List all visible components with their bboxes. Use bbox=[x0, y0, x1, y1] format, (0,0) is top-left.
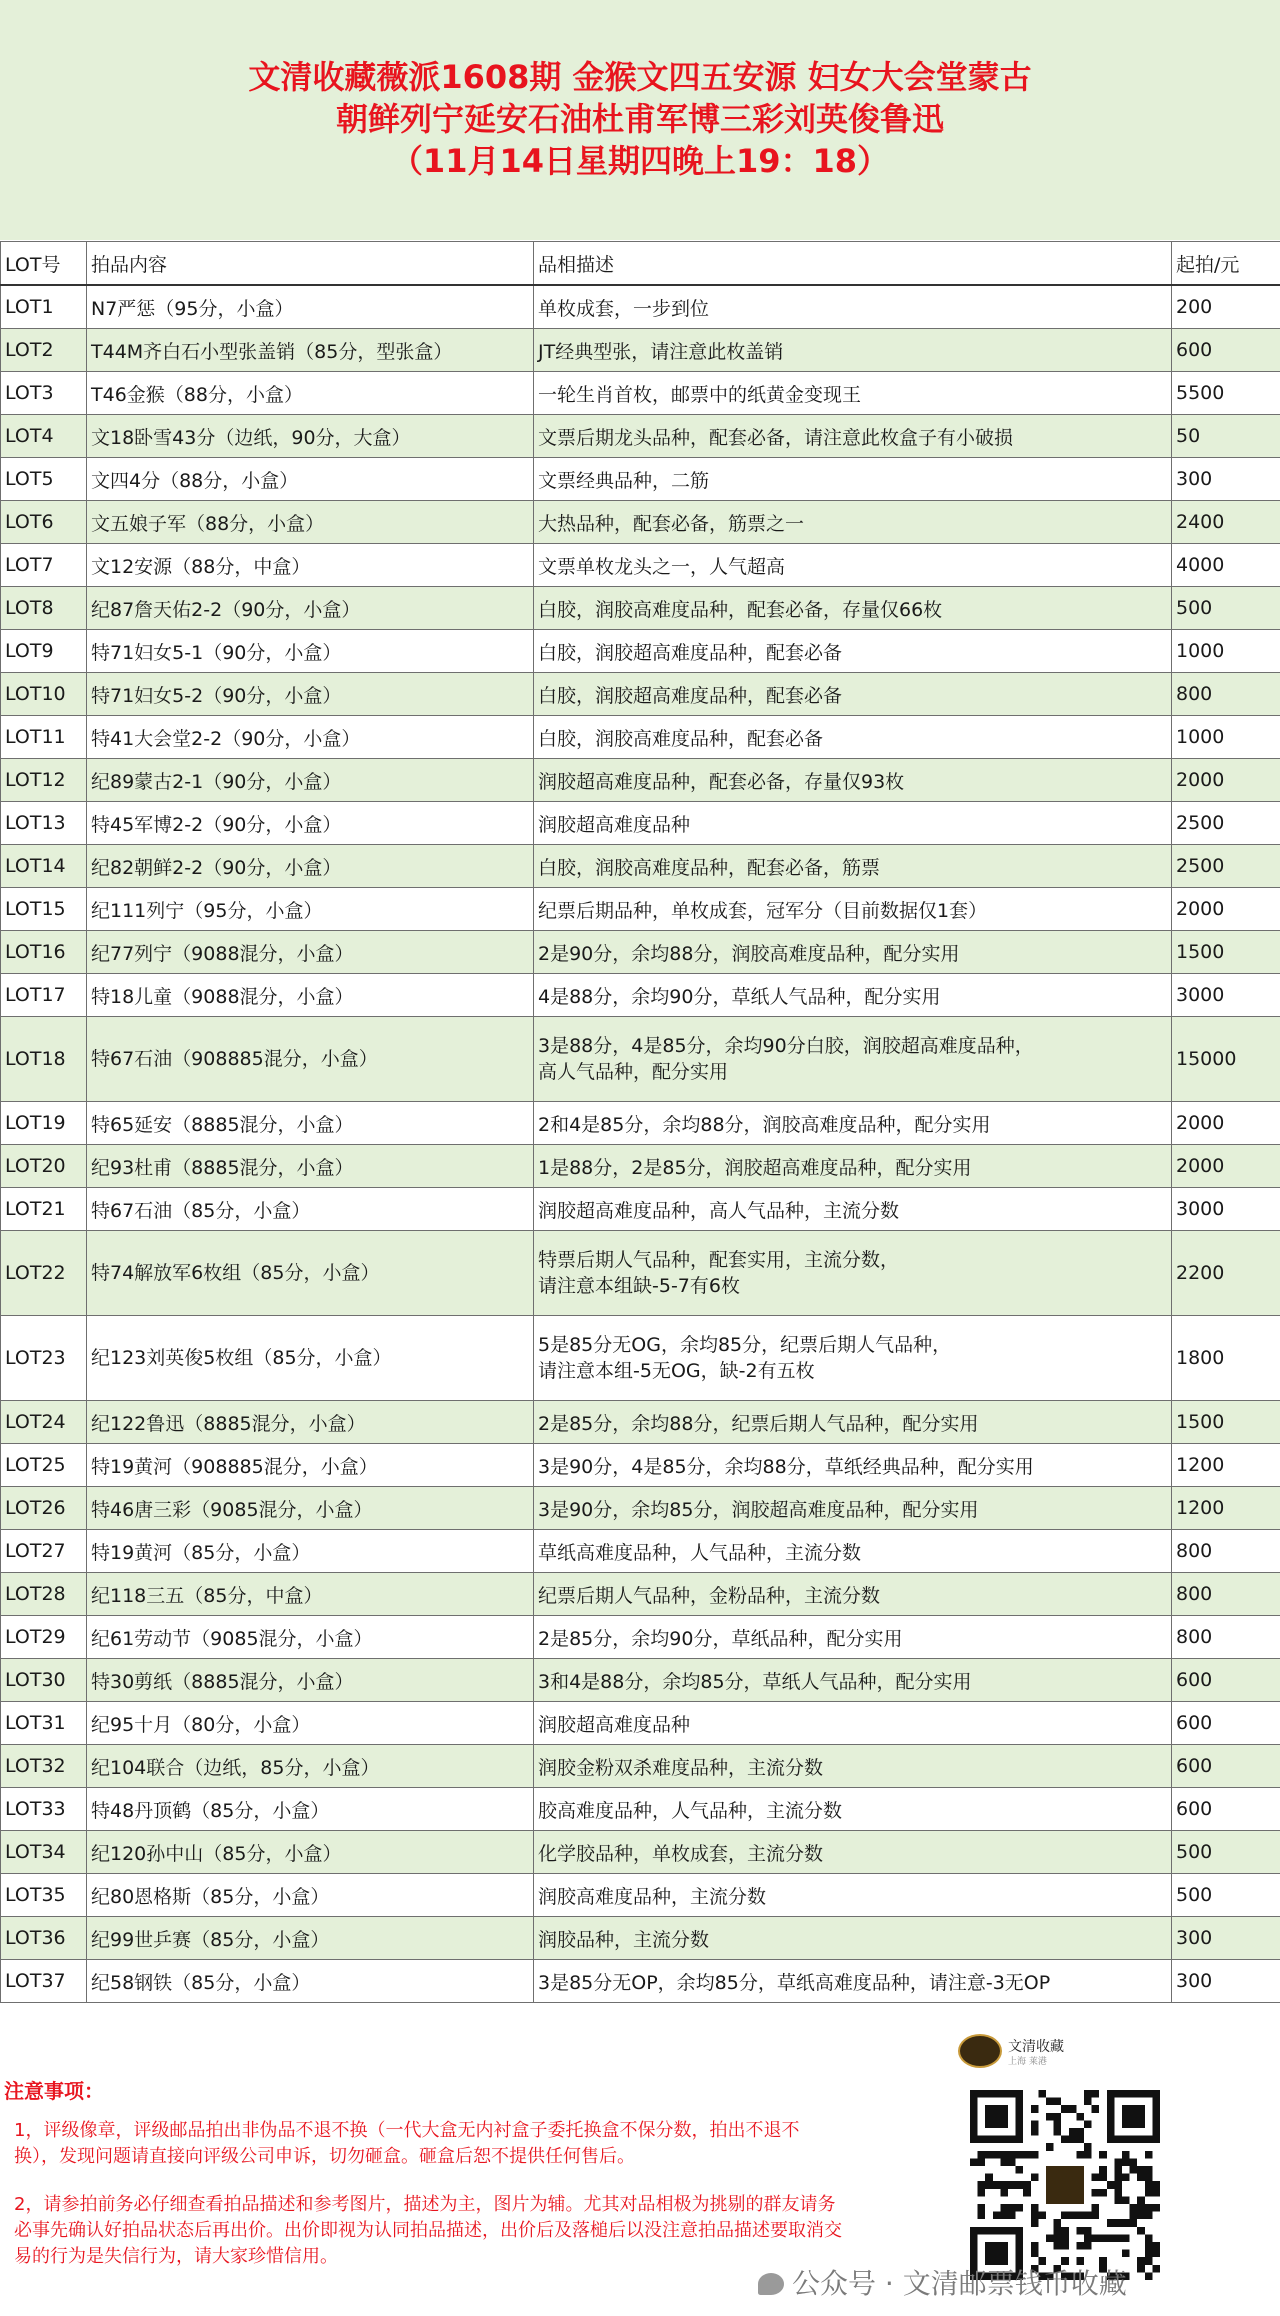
item-cell: 特71妇女5-1（90分，小盒） bbox=[87, 630, 534, 673]
item-cell: 纪87詹天佑2-2（90分，小盒） bbox=[87, 587, 534, 630]
watermark-text: 公众号 · 文清邮票钱币收藏 bbox=[792, 2267, 1127, 2300]
table-row bbox=[1, 974, 1280, 1017]
page-header bbox=[0, 0, 1280, 240]
table-row bbox=[1, 1573, 1280, 1616]
table-row bbox=[1, 1231, 1280, 1316]
desc-line: 特票后期人气品种，配套实用，主流分数， bbox=[538, 1249, 900, 1271]
price-cell: 600 bbox=[1172, 1659, 1280, 1702]
desc-line: 润胶超高难度品种，配套必备，存量仅93枚 bbox=[538, 770, 905, 793]
watermark bbox=[758, 2262, 1127, 2302]
table-row bbox=[1, 415, 1280, 458]
desc-cell bbox=[534, 1702, 1172, 1745]
table-row bbox=[1, 501, 1280, 544]
title-line-2: 朝鲜列宁延安石油杜甫军博三彩刘英俊鲁迅 bbox=[335, 100, 944, 138]
price-cell: 2000 bbox=[1172, 1145, 1280, 1188]
lot-cell: LOT12 bbox=[1, 759, 87, 802]
table-row bbox=[1, 1145, 1280, 1188]
price-cell: 800 bbox=[1172, 1616, 1280, 1659]
item-cell: 纪61劳动节（9085混分，小盒） bbox=[87, 1616, 534, 1659]
table-row bbox=[1, 802, 1280, 845]
desc-line: 5是85分无OG，余均85分，纪票后期人气品种， bbox=[538, 1334, 952, 1356]
lot-cell: LOT31 bbox=[1, 1702, 87, 1745]
desc-cell bbox=[534, 1444, 1172, 1487]
lot-cell: LOT25 bbox=[1, 1444, 87, 1487]
price-cell: 500 bbox=[1172, 1831, 1280, 1874]
lot-cell: LOT17 bbox=[1, 974, 87, 1017]
lot-cell: LOT33 bbox=[1, 1788, 87, 1831]
desc-line: 润胶超高难度品种，高人气品种，主流分数 bbox=[538, 1199, 900, 1222]
table-row bbox=[1, 888, 1280, 931]
lot-cell: LOT21 bbox=[1, 1188, 87, 1231]
price-cell: 15000 bbox=[1172, 1017, 1280, 1102]
lot-cell: LOT8 bbox=[1, 587, 87, 630]
price-cell: 300 bbox=[1172, 1917, 1280, 1960]
desc-cell bbox=[534, 544, 1172, 587]
lot-cell: LOT5 bbox=[1, 458, 87, 501]
desc-line: 4是88分，余均90分，草纸人气品种，配分实用 bbox=[538, 985, 941, 1008]
price-cell: 1000 bbox=[1172, 630, 1280, 673]
column-header-desc: 品相描述 bbox=[534, 242, 1172, 286]
table-row bbox=[1, 1745, 1280, 1788]
desc-cell bbox=[534, 1487, 1172, 1530]
desc-cell bbox=[534, 630, 1172, 673]
item-cell: 纪122鲁迅（8885混分，小盒） bbox=[87, 1401, 534, 1444]
item-cell: 纪120孙中山（85分，小盒） bbox=[87, 1831, 534, 1874]
item-cell: N7严惩（95分，小盒） bbox=[87, 285, 534, 329]
item-cell: 特71妇女5-2（90分，小盒） bbox=[87, 673, 534, 716]
desc-line: 3是90分，余均85分，润胶超高难度品种，配分实用 bbox=[538, 1498, 979, 1521]
price-cell: 1000 bbox=[1172, 716, 1280, 759]
desc-line: 3是85分无OP，余均85分，草纸高难度品种，请注意-3无OP bbox=[538, 1971, 1051, 1994]
desc-cell bbox=[534, 1188, 1172, 1231]
desc-cell bbox=[534, 931, 1172, 974]
price-cell: 800 bbox=[1172, 1530, 1280, 1573]
desc-cell bbox=[534, 1917, 1172, 1960]
price-cell: 4000 bbox=[1172, 544, 1280, 587]
lot-cell: LOT23 bbox=[1, 1316, 87, 1401]
lot-cell: LOT36 bbox=[1, 1917, 87, 1960]
desc-cell bbox=[534, 1231, 1172, 1316]
lot-cell: LOT24 bbox=[1, 1401, 87, 1444]
item-cell: 纪111列宁（95分，小盒） bbox=[87, 888, 534, 931]
desc-cell bbox=[534, 1102, 1172, 1145]
item-cell: 特48丹顶鹤（85分，小盒） bbox=[87, 1788, 534, 1831]
desc-cell bbox=[534, 888, 1172, 931]
table-row bbox=[1, 716, 1280, 759]
desc-line: 2是85分，余均88分，纪票后期人气品种，配分实用 bbox=[538, 1412, 979, 1435]
desc-cell bbox=[534, 1145, 1172, 1188]
price-cell: 2000 bbox=[1172, 759, 1280, 802]
desc-line: 润胶超高难度品种 bbox=[538, 1713, 691, 1736]
column-header-item: 拍品内容 bbox=[87, 242, 534, 286]
desc-line: 1是88分，2是85分，润胶超高难度品种，配分实用 bbox=[538, 1156, 972, 1179]
price-cell: 2500 bbox=[1172, 802, 1280, 845]
footer-notes bbox=[0, 2020, 1280, 2316]
desc-line: 白胶，润胶超高难度品种，配套必备 bbox=[538, 641, 843, 664]
desc-line: 纪票后期品种，单枚成套，冠军分（目前数据仅1套） bbox=[538, 899, 988, 922]
lot-cell: LOT16 bbox=[1, 931, 87, 974]
item-cell: 纪58钢铁（85分，小盒） bbox=[87, 1960, 534, 2003]
item-cell: 纪118三五（85分，中盒） bbox=[87, 1573, 534, 1616]
table-row bbox=[1, 1788, 1280, 1831]
desc-line: 白胶，润胶超高难度品种，配套必备 bbox=[538, 684, 843, 707]
desc-line: 3是90分，4是85分，余均88分，草纸经典品种，配分实用 bbox=[538, 1455, 1034, 1478]
desc-cell bbox=[534, 1530, 1172, 1573]
auction-table bbox=[0, 241, 1280, 2003]
table-row bbox=[1, 1960, 1280, 2003]
table-row bbox=[1, 458, 1280, 501]
item-cell: 纪82朝鲜2-2（90分，小盒） bbox=[87, 845, 534, 888]
table-row bbox=[1, 1616, 1280, 1659]
brand-sub: 上海 莱港 bbox=[1008, 2057, 1047, 2067]
column-header-price: 起拍/元 bbox=[1172, 242, 1280, 286]
wechat-icon bbox=[758, 2273, 784, 2295]
item-cell: 特18儿童（9088混分，小盒） bbox=[87, 974, 534, 1017]
desc-line: 2是90分，余均88分，润胶高难度品种，配分实用 bbox=[538, 942, 960, 965]
table-row bbox=[1, 1102, 1280, 1145]
desc-cell bbox=[534, 974, 1172, 1017]
desc-line: 草纸高难度品种，人气品种，主流分数 bbox=[538, 1541, 862, 1564]
desc-cell bbox=[534, 673, 1172, 716]
lot-cell: LOT27 bbox=[1, 1530, 87, 1573]
price-cell: 800 bbox=[1172, 1573, 1280, 1616]
desc-line-2: 请注意本组-5无OG，缺-2有五枚 bbox=[538, 1360, 815, 1382]
lot-cell: LOT4 bbox=[1, 415, 87, 458]
desc-cell bbox=[534, 329, 1172, 372]
price-cell: 800 bbox=[1172, 673, 1280, 716]
desc-line: 一轮生肖首枚，邮票中的纸黄金变现王 bbox=[538, 383, 862, 406]
item-cell: 特74解放军6枚组（85分，小盒） bbox=[87, 1231, 534, 1316]
desc-cell bbox=[534, 802, 1172, 845]
desc-cell bbox=[534, 285, 1172, 329]
table-row bbox=[1, 931, 1280, 974]
item-cell: 纪104联合（边纸，85分，小盒） bbox=[87, 1745, 534, 1788]
price-cell: 1200 bbox=[1172, 1444, 1280, 1487]
price-cell: 1200 bbox=[1172, 1487, 1280, 1530]
price-cell: 5500 bbox=[1172, 372, 1280, 415]
desc-cell bbox=[534, 1659, 1172, 1702]
desc-cell bbox=[534, 587, 1172, 630]
price-cell: 600 bbox=[1172, 1702, 1280, 1745]
table-row bbox=[1, 587, 1280, 630]
item-cell: 特45军博2-2（90分，小盒） bbox=[87, 802, 534, 845]
desc-cell bbox=[534, 415, 1172, 458]
desc-line: 3和4是88分，余均85分，草纸人气品种，配分实用 bbox=[538, 1670, 972, 1693]
lot-cell: LOT7 bbox=[1, 544, 87, 587]
lot-cell: LOT32 bbox=[1, 1745, 87, 1788]
table-row bbox=[1, 1702, 1280, 1745]
price-cell: 2000 bbox=[1172, 888, 1280, 931]
item-cell: 纪89蒙古2-1（90分，小盒） bbox=[87, 759, 534, 802]
desc-cell bbox=[534, 1874, 1172, 1917]
item-cell: 纪99世乒赛（85分，小盒） bbox=[87, 1917, 534, 1960]
table-row bbox=[1, 1831, 1280, 1874]
price-cell: 50 bbox=[1172, 415, 1280, 458]
lot-cell: LOT26 bbox=[1, 1487, 87, 1530]
table-row bbox=[1, 1874, 1280, 1917]
table-row bbox=[1, 1487, 1280, 1530]
price-cell: 500 bbox=[1172, 587, 1280, 630]
table-row bbox=[1, 1017, 1280, 1102]
table-header-row bbox=[1, 242, 1280, 286]
desc-cell bbox=[534, 501, 1172, 544]
item-cell: 纪80恩格斯（85分，小盒） bbox=[87, 1874, 534, 1917]
price-cell: 1500 bbox=[1172, 1401, 1280, 1444]
table-row bbox=[1, 1530, 1280, 1573]
lot-cell: LOT9 bbox=[1, 630, 87, 673]
lot-cell: LOT34 bbox=[1, 1831, 87, 1874]
lot-cell: LOT13 bbox=[1, 802, 87, 845]
desc-cell bbox=[534, 759, 1172, 802]
price-cell: 300 bbox=[1172, 1960, 1280, 2003]
item-cell: 纪123刘英俊5枚组（85分，小盒） bbox=[87, 1316, 534, 1401]
qr-code-icon bbox=[970, 2090, 1160, 2280]
desc-cell bbox=[534, 1745, 1172, 1788]
lot-cell: LOT14 bbox=[1, 845, 87, 888]
table-row bbox=[1, 329, 1280, 372]
desc-cell bbox=[534, 1017, 1172, 1102]
lot-cell: LOT15 bbox=[1, 888, 87, 931]
price-cell: 2200 bbox=[1172, 1231, 1280, 1316]
lot-cell: LOT37 bbox=[1, 1960, 87, 2003]
lot-cell: LOT35 bbox=[1, 1874, 87, 1917]
price-cell: 2500 bbox=[1172, 845, 1280, 888]
price-cell: 600 bbox=[1172, 1745, 1280, 1788]
table-row bbox=[1, 1659, 1280, 1702]
item-cell: 纪95十月（80分，小盒） bbox=[87, 1702, 534, 1745]
price-cell: 600 bbox=[1172, 1788, 1280, 1831]
desc-cell bbox=[534, 372, 1172, 415]
title-line-1: 文清收藏薇派1608期 金猴文四五安源 妇女大会堂蒙古 bbox=[248, 58, 1032, 96]
price-cell: 1500 bbox=[1172, 931, 1280, 974]
price-cell: 500 bbox=[1172, 1874, 1280, 1917]
brand-logo-icon bbox=[958, 2034, 1002, 2068]
desc-line: 大热品种，配套必备，筋票之一 bbox=[538, 512, 805, 535]
lot-cell: LOT3 bbox=[1, 372, 87, 415]
price-cell: 200 bbox=[1172, 285, 1280, 329]
brand-card bbox=[958, 2034, 1108, 2068]
price-cell: 300 bbox=[1172, 458, 1280, 501]
desc-line: JT经典型张，请注意此枚盖销 bbox=[538, 340, 784, 363]
item-cell: 特41大会堂2-2（90分，小盒） bbox=[87, 716, 534, 759]
note-1: 1，评级像章，评级邮品拍出非伪品不退不换（一代大盒无内衬盒子委托换盒不保分数，拍出不退不换），发现问题请直接向评级公司申诉，切勿砸盒。砸盒后恕不提供任何售后。 bbox=[14, 2120, 800, 2167]
desc-cell bbox=[534, 845, 1172, 888]
item-cell: 文五娘子军（88分，小盒） bbox=[87, 501, 534, 544]
item-cell: 特19黄河（85分，小盒） bbox=[87, 1530, 534, 1573]
item-cell: 文四4分（88分，小盒） bbox=[87, 458, 534, 501]
table-row bbox=[1, 1401, 1280, 1444]
item-cell: 特65延安（8885混分，小盒） bbox=[87, 1102, 534, 1145]
brand-name: 文清收藏 bbox=[1008, 2039, 1064, 2055]
table-row bbox=[1, 673, 1280, 716]
desc-line: 文票单枚龙头之一，人气超高 bbox=[538, 555, 786, 578]
desc-line: 润胶品种，主流分数 bbox=[538, 1928, 710, 1951]
item-cell: 特19黄河（908885混分，小盒） bbox=[87, 1444, 534, 1487]
item-cell: T46金猴（88分，小盒） bbox=[87, 372, 534, 415]
table-row bbox=[1, 759, 1280, 802]
item-cell: T44M齐白石小型张盖销（85分，型张盒） bbox=[87, 329, 534, 372]
note-2: 2，请参拍前务必仔细查看拍品描述和参考图片，描述为主，图片为辅。尤其对品相极为挑剔的群友请务必事先确认好拍品状态后再出价。出价即视为认同拍品描述，出价后及落槌后以没注意拍品描述要取消交易的行为是失信行为，请大家珍惜信用。 bbox=[14, 2194, 842, 2267]
item-cell: 特30剪纸（8885混分，小盒） bbox=[87, 1659, 534, 1702]
lot-cell: LOT1 bbox=[1, 285, 87, 329]
desc-cell bbox=[534, 1788, 1172, 1831]
lot-cell: LOT28 bbox=[1, 1573, 87, 1616]
title-line-3: （11月14日星期四晚上19：18） bbox=[390, 142, 890, 180]
lot-cell: LOT30 bbox=[1, 1659, 87, 1702]
desc-cell bbox=[534, 1831, 1172, 1874]
desc-line: 文票经典品种，二筋 bbox=[538, 469, 710, 492]
lot-cell: LOT29 bbox=[1, 1616, 87, 1659]
desc-line: 纪票后期人气品种，金粉品种，主流分数 bbox=[538, 1584, 881, 1607]
table-row bbox=[1, 285, 1280, 329]
table-row bbox=[1, 372, 1280, 415]
desc-line: 胶高难度品种，人气品种，主流分数 bbox=[538, 1799, 843, 1822]
table-row bbox=[1, 544, 1280, 587]
desc-line: 化学胶品种，单枚成套，主流分数 bbox=[538, 1842, 824, 1865]
lot-cell: LOT22 bbox=[1, 1231, 87, 1316]
desc-cell bbox=[534, 1401, 1172, 1444]
price-cell: 2000 bbox=[1172, 1102, 1280, 1145]
item-cell: 纪77列宁（9088混分，小盒） bbox=[87, 931, 534, 974]
lot-cell: LOT19 bbox=[1, 1102, 87, 1145]
item-cell: 特46唐三彩（9085混分，小盒） bbox=[87, 1487, 534, 1530]
lot-cell: LOT10 bbox=[1, 673, 87, 716]
desc-line: 白胶，润胶高难度品种，配套必备，筋票 bbox=[538, 856, 881, 879]
lot-cell: LOT18 bbox=[1, 1017, 87, 1102]
desc-cell bbox=[534, 716, 1172, 759]
desc-line: 单枚成套，一步到位 bbox=[538, 297, 710, 320]
notes-title: 注意事项： bbox=[4, 2079, 104, 2103]
desc-cell bbox=[534, 458, 1172, 501]
item-cell: 特67石油（908885混分，小盒） bbox=[87, 1017, 534, 1102]
lot-cell: LOT2 bbox=[1, 329, 87, 372]
desc-line-2: 请注意本组缺-5-7有6枚 bbox=[538, 1275, 740, 1297]
desc-line: 文票后期龙头品种，配套必备，请注意此枚盒子有小破损 bbox=[538, 426, 1014, 449]
lot-cell: LOT20 bbox=[1, 1145, 87, 1188]
table-row bbox=[1, 1188, 1280, 1231]
desc-line: 2和4是85分，余均88分，润胶高难度品种，配分实用 bbox=[538, 1113, 991, 1136]
price-cell: 600 bbox=[1172, 329, 1280, 372]
price-cell: 1800 bbox=[1172, 1316, 1280, 1401]
price-cell: 3000 bbox=[1172, 974, 1280, 1017]
lot-cell: LOT6 bbox=[1, 501, 87, 544]
item-cell: 特67石油（85分，小盒） bbox=[87, 1188, 534, 1231]
table-row bbox=[1, 1917, 1280, 1960]
desc-line: 2是85分，余均90分，草纸品种，配分实用 bbox=[538, 1627, 903, 1650]
desc-line: 白胶，润胶高难度品种，配套必备，存量仅66枚 bbox=[538, 598, 943, 621]
table-row bbox=[1, 1316, 1280, 1401]
desc-line: 润胶高难度品种，主流分数 bbox=[538, 1885, 767, 1908]
item-cell: 纪93杜甫（8885混分，小盒） bbox=[87, 1145, 534, 1188]
desc-line-2: 高人气品种，配分实用 bbox=[538, 1061, 729, 1083]
table-row bbox=[1, 630, 1280, 673]
price-cell: 3000 bbox=[1172, 1188, 1280, 1231]
desc-line: 白胶，润胶高难度品种，配套必备 bbox=[538, 727, 824, 750]
item-cell: 文18卧雪43分（边纸，90分，大盒） bbox=[87, 415, 534, 458]
price-cell: 2400 bbox=[1172, 501, 1280, 544]
table-row bbox=[1, 845, 1280, 888]
table-row bbox=[1, 1444, 1280, 1487]
desc-cell bbox=[534, 1573, 1172, 1616]
desc-line: 3是88分，4是85分，余均90分白胶，润胶超高难度品种， bbox=[538, 1035, 1034, 1057]
desc-line: 润胶金粉双杀难度品种，主流分数 bbox=[538, 1756, 824, 1779]
desc-cell bbox=[534, 1316, 1172, 1401]
desc-cell bbox=[534, 1960, 1172, 2003]
column-header-lot: LOT号 bbox=[1, 242, 87, 286]
desc-line: 润胶超高难度品种 bbox=[538, 813, 691, 836]
desc-cell bbox=[534, 1616, 1172, 1659]
item-cell: 文12安源（88分，中盒） bbox=[87, 544, 534, 587]
lot-cell: LOT11 bbox=[1, 716, 87, 759]
